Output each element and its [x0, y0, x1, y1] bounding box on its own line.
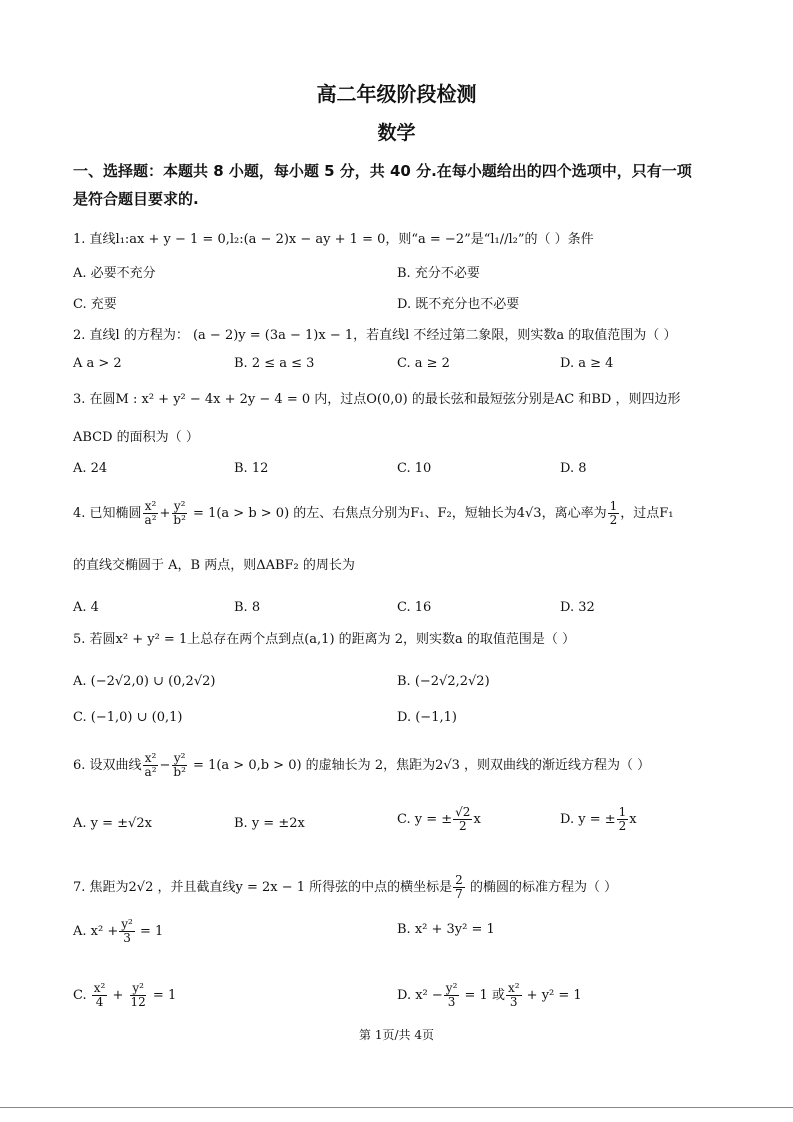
- question-2-option-b: B. 2 ≤ a ≤ 3: [234, 356, 315, 371]
- question-2-option-a: A a > 2: [73, 356, 122, 371]
- fraction: $\frac{1}{2}$: [609, 499, 618, 527]
- question-3-option-c: C. 10: [397, 461, 432, 476]
- question-1-option-c: C. 充要: [73, 297, 117, 312]
- question-1-option-a: A. 必要不充分: [73, 266, 156, 281]
- question-7-stem: 7. 焦距为2√2 ，并且截直线y = 2x − 1 所得弦的中点的横坐标是 $\frac{2}{7}$ 的椭圆的标准方程为（ ）: [73, 873, 618, 901]
- fraction: $\frac{\text{x²}}{\text{a²}}$: [144, 499, 157, 527]
- question-4-mid: = 1(a > b > 0) 的左、右焦点分别为F₁、F₂，短轴长为4√3，离心率为: [188, 506, 607, 521]
- question-5-option-a: A. (−2√2,0) ∪ (0,2√2): [73, 674, 216, 689]
- question-5-option-c: C. (−1,0) ∪ (0,1): [73, 710, 183, 725]
- fraction: $\frac{\text{y²}}{3}$: [121, 917, 133, 945]
- fraction: $\frac{\text{y²}}{12}$: [130, 981, 146, 1009]
- fraction: $\frac{\text{y²}}{3}$: [445, 981, 458, 1009]
- question-7-option-a: A. x² + $\frac{\text{y²}}{3}$ = 1: [73, 917, 164, 945]
- question-4-option-d: D. 32: [560, 600, 595, 615]
- fraction: $\frac{\text{x²}}{4}$: [93, 981, 106, 1009]
- fraction: $\frac{\text{y²}}{\text{b²}}$: [173, 751, 186, 779]
- fraction: $\frac{2}{7}$: [455, 873, 463, 901]
- fraction: $\frac{√2}{2}$: [455, 805, 471, 833]
- fraction: $\frac{\text{x²}}{\text{a²}}$: [144, 751, 157, 779]
- question-5-stem: 5. 若圆x² + y² = 1上总存在两个点到点(a,1) 的距离为 2，则实数a 的取值范围是（ ）: [73, 632, 576, 647]
- question-4-option-a: A. 4: [73, 600, 99, 615]
- question-2-option-c: C. a ≥ 2: [397, 356, 450, 371]
- question-6-option-d: D. y = ± $\frac{1}{2}$ x: [560, 805, 637, 833]
- question-5-option-b: B. (−2√2,2√2): [397, 674, 490, 689]
- question-3-option-d: D. 8: [560, 461, 587, 476]
- question-7-option-b: B. x² + 3y² = 1: [397, 922, 495, 937]
- exam-title: 高二年级阶段检测: [316, 82, 477, 106]
- question-1-stem: 1. 直线l₁:ax + y − 1 = 0,l₂:(a − 2)x − ay + 1 = 0，则“a = −2”是“l₁//l₂”的（ ）条件: [73, 232, 594, 247]
- question-6-post: = 1(a > 0,b > 0) 的虚轴长为 2，焦距为2√3 ，则双曲线的渐近线方程为（ ）: [188, 758, 651, 773]
- question-4-pre: 4. 已知椭圆: [73, 506, 142, 521]
- question-4-option-b: B. 8: [234, 600, 261, 615]
- question-6-option-c: C. y = ± $\frac{√2}{2}$ x: [397, 805, 481, 833]
- subject-title: 数学: [377, 122, 416, 144]
- section-heading-line2: 是符合题目要求的.: [73, 190, 199, 208]
- fraction: $\frac{\text{y²}}{\text{b²}}$: [173, 499, 186, 527]
- question-6-pre: 6. 设双曲线: [73, 758, 142, 773]
- question-1-option-b: B. 充分不必要: [397, 266, 480, 281]
- question-5-option-d: D. (−1,1): [397, 710, 457, 725]
- question-3-option-b: B. 12: [234, 461, 269, 476]
- page-number: 第 1页/共 4页: [359, 1028, 434, 1042]
- question-4-stem-line1: 4. 已知椭圆 $\frac{\text{x²}}{\text{a²}}$ + $\frac{\text{y²}}{\text{b²}}$ = 1(a > b > 0) 的左、右焦点分别为F₁、F₂，短轴长为4√3，离心率为 $\frac{1}{2}$ ，过点F₁: [73, 499, 674, 527]
- question-1-option-d: D. 既不充分也不必要: [397, 297, 520, 312]
- page-bottom-divider: [0, 1107, 793, 1108]
- question-3-stem-line2: ABCD 的面积为（ ）: [73, 430, 199, 445]
- question-6-option-b: B. y = ±2x: [234, 816, 305, 831]
- fraction: $\frac{1}{2}$: [618, 805, 627, 833]
- question-6-option-a: A. y = ±√2x: [73, 816, 152, 831]
- question-7-option-c: C. $\frac{\text{x²}}{4}$ + $\frac{\text{y²}}{12}$ = 1: [73, 981, 177, 1009]
- question-4-stem-line2: 的直线交椭圆于 A，B 两点，则ΔABF₂ 的周长为: [73, 558, 355, 573]
- question-3-option-a: A. 24: [73, 461, 108, 476]
- question-2-option-d: D. a ≥ 4: [560, 356, 614, 371]
- question-3-stem-line1: 3. 在圆M : x² + y² − 4x + 2y − 4 = 0 内，过点O(0,0) 的最长弦和最短弦分别是AC 和BD ，则四边形: [73, 392, 681, 407]
- question-7-option-d: D. x² − $\frac{\text{y²}}{3}$ = 1 或 $\frac{\text{x²}}{3}$ + y² = 1: [397, 981, 582, 1009]
- section-heading-line1: 一、选择题：本题共 8 小题，每小题 5 分，共 40 分.在每小题给出的四个选项中，只有一项: [73, 162, 692, 180]
- question-2-stem: 2. 直线l 的方程为： (a − 2)y = (3a − 1)x − 1，若直线l 不经过第二象限，则实数a 的取值范围为（ ）: [73, 328, 677, 343]
- question-4-post: ，过点F₁: [620, 506, 674, 521]
- fraction: $\frac{\text{x²}}{3}$: [507, 981, 520, 1009]
- question-6-stem: 6. 设双曲线 $\frac{\text{x²}}{\text{a²}}$ − $\frac{\text{y²}}{\text{b²}}$ = 1(a > 0,b > 0) 的虚轴长为 2，焦距为2√3 ，则双曲线的渐近线方程为（ ）: [73, 751, 651, 779]
- question-4-option-c: C. 16: [397, 600, 432, 615]
